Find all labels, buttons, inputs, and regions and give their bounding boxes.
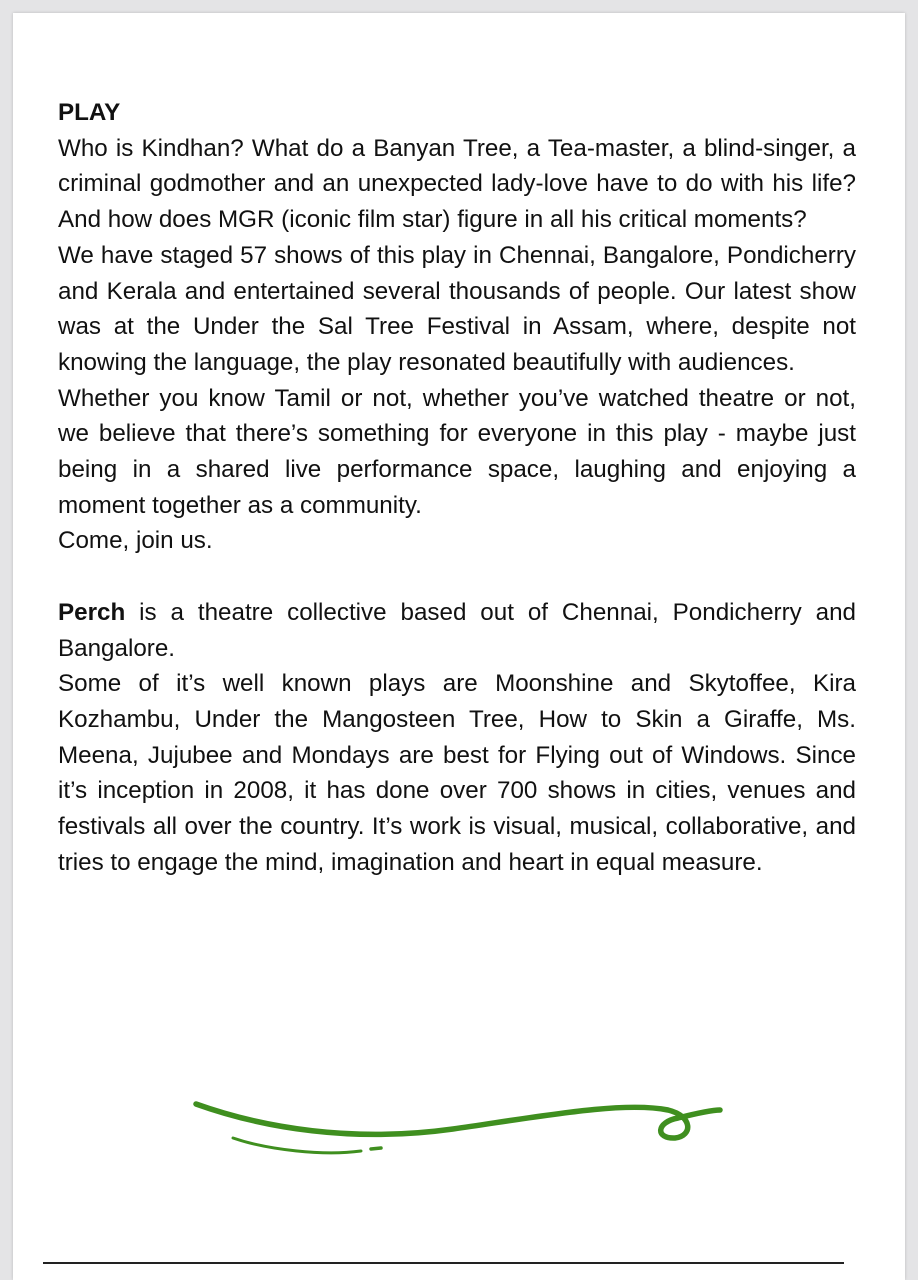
perch-intro-text: is a theatre collective based out of Chennai, Pondicherry and Bangalore. xyxy=(58,598,856,662)
play-paragraph-2: We have staged 57 shows of this play in Chennai, Bangalore, Pondicherry and Kerala and entertained several thousands of people. Our latest show was at the Under the Sal Tree Festival in Assam, where, despite not knowing the language, the play resonated beautifully with audiences. xyxy=(58,241,856,376)
perch-details: Some of it’s well known plays are Moonshine and Skytoffee, Kira Kozhambu, Under the Mangosteen Tree, How to Skin a Giraffe, Ms. Meena, Jujubee and Mondays are best for Flying out of Windows. Since it’s inception in 2008, it has done over 700 shows in cities, venues and festivals all over the country. It’s work is visual, musical, collaborative, and tries to engage the mind, imagination and heart in equal measure. xyxy=(58,670,856,876)
play-paragraph-1: Who is Kindhan? What do a Banyan Tree, a Tea-master, a blind-singer, a criminal godmother and an unexpected lady-love have to do with his life? And how does MGR (iconic film star) figure in all his critical moments? xyxy=(58,134,856,234)
bottom-rule xyxy=(43,1262,844,1264)
flourish-dash xyxy=(371,1148,381,1149)
perch-name: Perch xyxy=(58,598,126,626)
flourish-main-stroke xyxy=(196,1104,720,1138)
decorative-flourish xyxy=(193,1098,738,1178)
perch-intro xyxy=(58,595,856,666)
play-paragraph-4: Come, join us. xyxy=(58,527,213,555)
flourish-lower-stroke xyxy=(233,1138,361,1153)
play-heading: PLAY xyxy=(58,99,121,126)
paragraph-gap xyxy=(58,559,856,595)
document-page xyxy=(13,13,905,1280)
play-paragraph-3: Whether you know Tamil or not, whether you’ve watched theatre or not, we believe that there’s something for everyone in this play - maybe just being in a shared live performance space, laughing and enjoying a moment together as a community. xyxy=(58,384,856,519)
document-body xyxy=(58,95,856,880)
